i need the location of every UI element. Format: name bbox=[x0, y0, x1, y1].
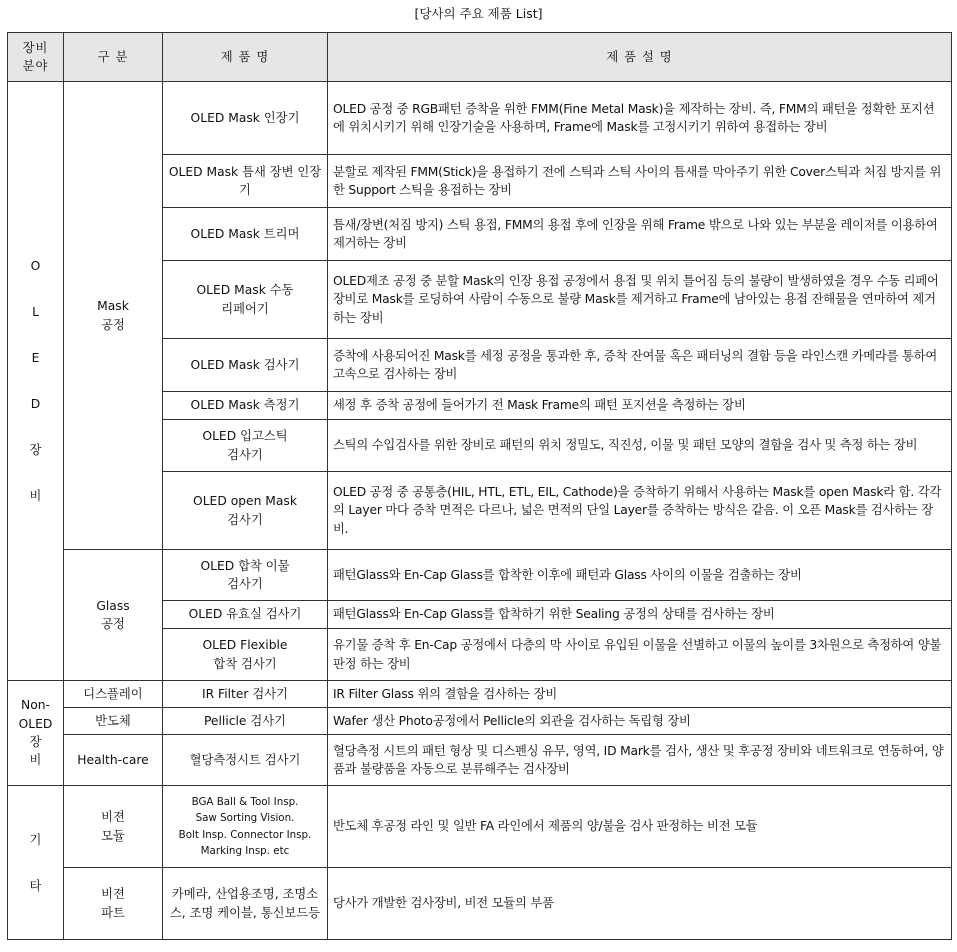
product-name: BGA Ball & Tool Insp. Saw Sorting Vision. Bolt Insp. Connector Insp. Marking Insp. etc bbox=[163, 786, 328, 868]
product-name: IR Filter 검사기 bbox=[163, 681, 328, 708]
category-health-care: Health-care bbox=[64, 735, 163, 786]
product-description: 스틱의 수입검사를 위한 장비로 패턴의 위치 정밀도, 직진성, 이물 및 패턴 모양의 결함을 검사 및 측정 하는 장비 bbox=[328, 420, 952, 472]
product-name: 카메라, 산업용조명, 조명소스, 조명 케이블, 통신보드등 bbox=[163, 868, 328, 940]
header-description: 제 품 설 명 bbox=[328, 33, 952, 82]
field-oled: O L E D 장 비 bbox=[8, 82, 64, 681]
category-mask: Mask 공정 bbox=[64, 82, 163, 550]
table-row bbox=[8, 550, 952, 601]
product-description: OLED 공정 중 RGB패턴 증착을 위한 FMM(Fine Metal Mask)을 제작하는 장비. 즉, FMM의 패턴을 정확한 포지션에 위치시키기 위해 인장기술을 사용하며, Frame에 Mask를 고정시키기 위하여 용접하는 장비 bbox=[328, 82, 952, 155]
product-description: Wafer 생산 Photo공정에서 Pellicle의 외관을 검사하는 독립형 장비 bbox=[328, 708, 952, 735]
product-description: 반도체 후공정 라인 및 일반 FA 라인에서 제품의 양/불을 검사 판정하는 비전 모듈 bbox=[328, 786, 952, 868]
product-name: OLED Mask 측정기 bbox=[163, 392, 328, 420]
category-display: 디스플레이 bbox=[64, 681, 163, 708]
product-name: OLED Mask 인장기 bbox=[163, 82, 328, 155]
header-row bbox=[8, 33, 952, 82]
table-row bbox=[8, 681, 952, 708]
header-product: 제 품 명 bbox=[163, 33, 328, 82]
table-row bbox=[8, 786, 952, 868]
product-description: 당사가 개발한 검사장비, 비전 모듈의 부품 bbox=[328, 868, 952, 940]
product-description: 증착에 사용되어진 Mask를 세정 공정을 통과한 후, 증착 잔여물 혹은 패터닝의 결함 등을 라인스캔 카메라를 통하여 고속으로 검사하는 장비 bbox=[328, 339, 952, 392]
category-semiconductor: 반도체 bbox=[64, 708, 163, 735]
product-description: OLED 공정 중 공통층(HIL, HTL, ETL, EIL, Cathode)을 증착하기 위해서 사용하는 Mask를 open Mask라 함. 각각의 Layer 마다 증착 면적은 다르나, 넓은 면적의 단일 Layer를 증착하는 방식은 같음. 이 오픈 Mask를 검사하는 장비. bbox=[328, 472, 952, 550]
field-other: 기 타 bbox=[8, 786, 64, 940]
product-name: OLED 합착 이물 검사기 bbox=[163, 550, 328, 601]
product-name: OLED 유효실 검사기 bbox=[163, 601, 328, 629]
category-vision-module: 비젼 모듈 bbox=[64, 786, 163, 868]
product-name: OLED Flexible 합착 검사기 bbox=[163, 629, 328, 681]
table-caption: [당사의 주요 제품 List] bbox=[414, 6, 543, 21]
product-name: OLED Mask 검사기 bbox=[163, 339, 328, 392]
table-row bbox=[8, 735, 952, 786]
product-description: 세정 후 증착 공정에 들어가기 전 Mask Frame의 패턴 포지션을 측정하는 장비 bbox=[328, 392, 952, 420]
product-description: 틈새/장변(처짐 방지) 스틱 용접, FMM의 용접 후에 인장을 위해 Frame 밖으로 나와 있는 부분을 레이저를 이용하여 제거하는 장비 bbox=[328, 208, 952, 261]
product-description: 분할로 제작된 FMM(Stick)을 용접하기 전에 스틱과 스틱 사이의 틈새를 막아주기 위한 Cover스틱과 처짐 방지를 위한 Support 스틱을 용접하는 장비 bbox=[328, 155, 952, 208]
product-name: Pellicle 검사기 bbox=[163, 708, 328, 735]
product-name: OLED Mask 수동 리페어기 bbox=[163, 261, 328, 339]
product-description: OLED제조 공정 중 분할 Mask의 인장 용접 공정에서 용접 및 위치 틀어짐 등의 불량이 발생하였을 경우 수동 리페어 장비로 Mask를 로딩하여 사람이 수동으로 불량 Mask를 제거하고 Frame에 남아있는 용접 잔해물을 연마하여 제거하는 장비 bbox=[328, 261, 952, 339]
product-description: 혈당측정 시트의 패턴 형상 및 디스펜싱 유무, 영역, ID Mark를 검사, 생산 및 후공정 장비와 네트워크로 연동하여, 양품과 불량품을 자동으로 분류해주는 검사장비 bbox=[328, 735, 952, 786]
product-name: OLED Mask 틈새 장변 인장기 bbox=[163, 155, 328, 208]
table-row bbox=[8, 708, 952, 735]
table-row bbox=[8, 868, 952, 940]
product-description: 패턴Glass와 En-Cap Glass를 합착하기 위한 Sealing 공정의 상태를 검사하는 장비 bbox=[328, 601, 952, 629]
category-glass: Glass 공정 bbox=[64, 550, 163, 681]
product-name: 혈당측정시트 검사기 bbox=[163, 735, 328, 786]
header-category: 구 분 bbox=[64, 33, 163, 82]
product-description: 유기물 증착 후 En-Cap 공정에서 다층의 막 사이로 유입된 이물을 선별하고 이물의 높이를 3차원으로 측정하여 양불 판정 하는 장비 bbox=[328, 629, 952, 681]
product-description: IR Filter Glass 위의 결함을 검사하는 장비 bbox=[328, 681, 952, 708]
product-description: 패턴Glass와 En-Cap Glass를 합착한 이후에 패턴과 Glass 사이의 이물을 검출하는 장비 bbox=[328, 550, 952, 601]
product-name: OLED 입고스틱 검사기 bbox=[163, 420, 328, 472]
product-name: OLED open Mask 검사기 bbox=[163, 472, 328, 550]
field-non-oled: Non- OLED장 비 bbox=[8, 681, 64, 786]
table-row bbox=[8, 82, 952, 155]
header-field: 장비 분야 bbox=[8, 33, 64, 82]
product-name: OLED Mask 트리머 bbox=[163, 208, 328, 261]
product-table bbox=[7, 32, 952, 940]
category-vision-part: 비젼 파트 bbox=[64, 868, 163, 940]
